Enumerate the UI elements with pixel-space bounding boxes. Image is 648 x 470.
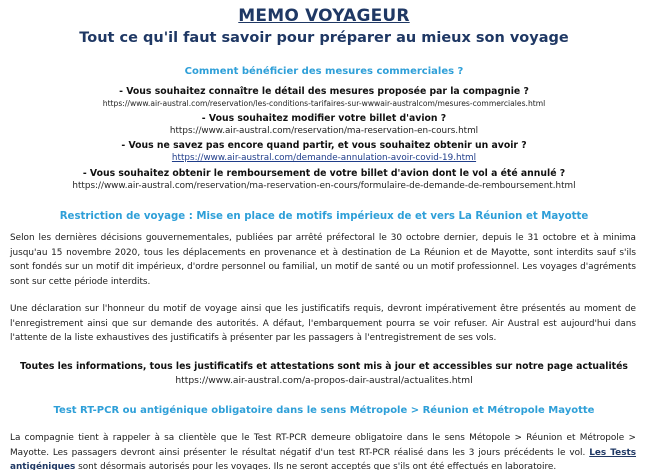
paragraph-restrictions: Selon les dernières décisions gouvernementales, publiées par arrêté préfectoral le 30 octobre dernier, depuis le 31 octobre et à minima jusqu'au 15 novembre 2020, tous les déplacements en provenance et à destination de La Réunion et de Mayotte, sont interdits sauf s'ils sont fondés sur un motif dit impérieux, d'ordre personnel ou familial, un motif de santé ou un motif professionnel. Les voyages d'agréments sont sur cette période interdits. [10, 233, 636, 287]
link-modify-ticket[interactable]: https://www.air-austral.com/reservation/ma-reservation-en-cours.html [169, 126, 479, 136]
link-commercial-measures[interactable]: https://www.air-austral.com/reservation/les-conditions-tarifaires-sur-wwwair-australcom/mesures-commerciales.html [102, 99, 546, 108]
test-antigenic-highlight: Les Tests antigéniques [10, 447, 637, 470]
question-credit-voucher: - Vous ne savez pas encore quand partir, et vous souhaitez obtenir un avoir ? [121, 140, 527, 151]
section-test-heading: Test RT-PCR ou antigénique obligatoire dans le sens Métropole > Réunion et Métropole Mayotte [53, 405, 595, 416]
page-title: MEMO VOYAGEUR [238, 6, 410, 26]
question-commercial-measures: - Vous souhaitez connaître le détail des mesures proposée par la compagnie ? [119, 86, 529, 97]
page-subtitle: Tout ce qu'il faut savoir pour préparer au mieux son voyage [79, 30, 569, 46]
paragraph-test-rtpcr [10, 431, 636, 470]
link-credit-voucher[interactable]: https://www.air-austral.com/demande-annulation-avoir-covid-19.html [171, 153, 477, 163]
link-refund[interactable]: https://www.air-austral.com/reservation/ma-reservation-en-cours/formulaire-de-demande-de-remboursement.html [72, 181, 576, 191]
link-news-page[interactable]: https://www.air-austral.com/a-propos-dair-austral/actualites.html [175, 375, 473, 386]
question-refund: - Vous souhaitez obtenir le remboursement de votre billet d'avion dont le vol a été annulé ? [82, 168, 566, 179]
section-restriction-heading: Restriction de voyage : Mise en place de motifs impérieux de et vers La Réunion et Mayotte [59, 211, 589, 222]
section-commercial-heading: Comment bénéficier des mesures commerciales ? [184, 66, 464, 77]
question-modify-ticket: - Vous souhaitez modifier votre billet d'avion ? [201, 113, 447, 124]
paragraph-declaration: Une déclaration sur l'honneur du motif de voyage ainsi que les justificatifs requis, devront impérativement être présentés au moment de l'enregistrement ainsi que sur demande des autorités. A défaut, l'embarquement pourra se voir refuser. Air Austral est aujourd'hui dans l'attente de la liste exhaustives des justificatifs à présenter par les passagers à l'entregistrement de ses vols. [10, 304, 636, 343]
test-text-part1: La compagnie tient à rappeler à sa clientèle que le Test RT-PCR demeure obligatoire dans le sens Métopole > Réunion et Métropole > Mayotte. Les passagers devront ainsi présenter le résultat négatif d'un test RT-PCR réalisé dans les 3 jours précédents le vol. [10, 433, 636, 458]
test-text-part2: sont désormais autorisés pour les voyages. Ils ne seront acceptés que s'ils ont été effectués en laboratoire. [75, 462, 557, 470]
info-all-documents: Toutes les informations, tous les justificatifs et attestations sont mis à jour et accessibles sur notre page actualités [20, 361, 628, 372]
